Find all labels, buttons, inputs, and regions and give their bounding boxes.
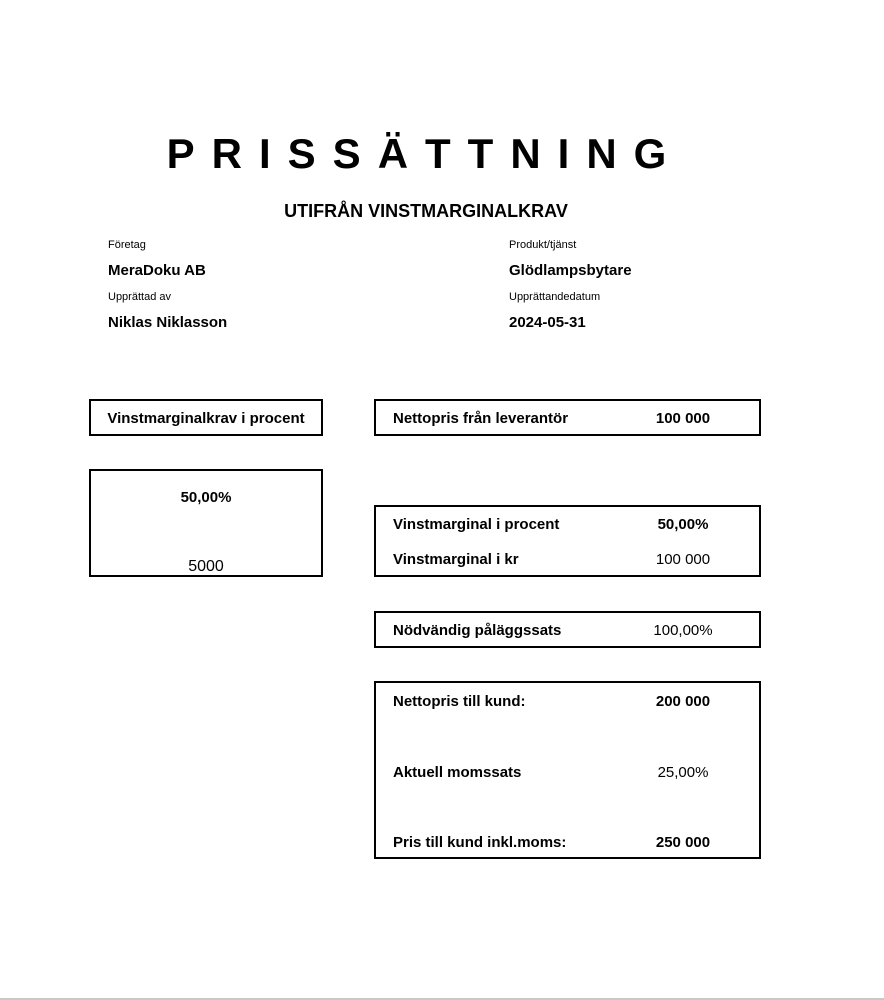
customer-total-price-value: 250 000: [655, 834, 711, 851]
margin-requirement-label: Vinstmarginalkrav i procent: [107, 410, 305, 427]
margin-requirement-percent[interactable]: 50,00%: [180, 489, 232, 506]
prepared-by-value: Niklas Niklasson: [108, 314, 228, 331]
vat-rate-label: Aktuell momssats: [393, 764, 522, 781]
page-title: PRISSÄTTNING: [166, 130, 684, 177]
profit-margin-percent-label: Vinstmarginal i procent: [393, 516, 560, 533]
product-value: Glödlampsbytare: [509, 262, 632, 279]
margin-requirement-label-box: [89, 399, 323, 436]
profit-margin-percent-value: 50,00%: [657, 516, 709, 533]
profit-margin-kr-label: Vinstmarginal i kr: [393, 551, 519, 568]
page-subtitle: UTIFRÅN VINSTMARGINALKRAV: [284, 201, 568, 221]
customer-total-price-label: Pris till kund inkl.moms:: [393, 834, 567, 851]
customer-net-price-value: 200 000: [655, 693, 711, 710]
customer-price-box: [374, 681, 761, 859]
net-price-box: [374, 399, 761, 436]
markup-value: 100,00%: [653, 622, 713, 639]
prepared-by-label: Upprättad av: [108, 291, 171, 303]
margin-requirement-secondary[interactable]: 5000: [188, 558, 224, 575]
margin-requirement-input-box[interactable]: [89, 469, 323, 577]
markup-box: [374, 611, 761, 648]
profit-margin-box: [374, 505, 761, 577]
customer-net-price-label: Nettopris till kund:: [393, 693, 526, 710]
net-price-value[interactable]: 100 000: [655, 410, 711, 427]
markup-label: Nödvändig påläggssats: [393, 622, 562, 639]
product-label: Produkt/tjänst: [509, 239, 577, 251]
company-label: Företag: [108, 239, 146, 251]
date-value: 2024-05-31: [509, 314, 586, 331]
profit-margin-kr-value: 100 000: [655, 551, 711, 568]
company-value: MeraDoku AB: [108, 262, 206, 279]
date-label: Upprättandedatum: [509, 291, 601, 303]
vat-rate-value[interactable]: 25,00%: [657, 764, 709, 781]
net-price-label: Nettopris från leverantör: [393, 410, 569, 427]
